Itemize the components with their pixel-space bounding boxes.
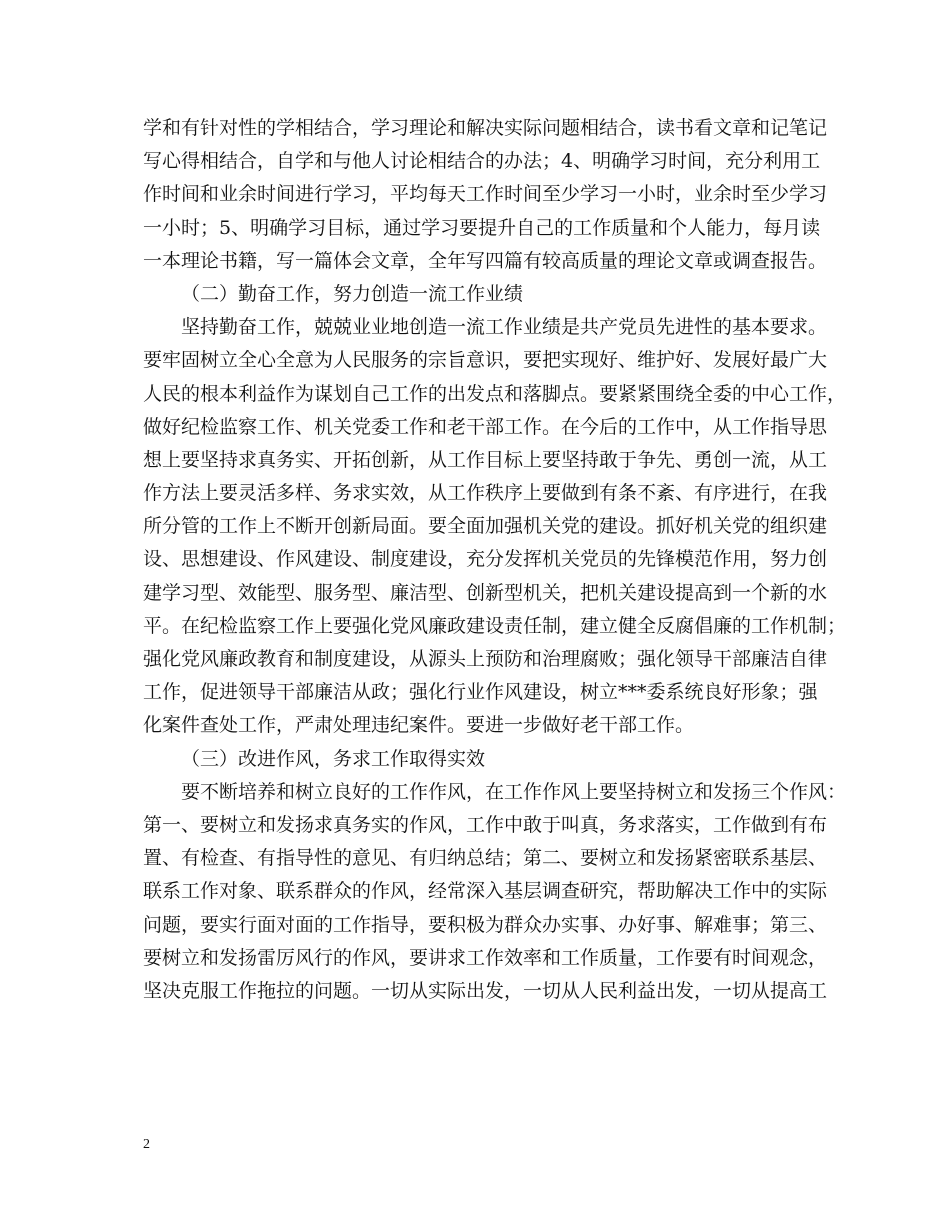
text-line: 平。在纪检监察工作上要强化党风廉政建设责任制，建立健全反腐倡廉的工作机制； bbox=[143, 614, 847, 637]
text-line: 坚持勤奋工作，兢兢业业地创造一流工作业绩是共产党员先进性的基本要求。 bbox=[181, 316, 828, 339]
section-heading-2: （二）勤奋工作，努力创造一流工作业绩 bbox=[181, 282, 524, 305]
body-text bbox=[143, 112, 847, 1008]
text-line: 工作，促进领导干部廉洁从政；强化行业作风建设，树立***委系统良好形象；强 bbox=[143, 681, 818, 704]
text-line: 所分管的工作上不断开创新局面。要全面加强机关党的建设。抓好机关党的组织建 bbox=[143, 515, 828, 538]
text-line: 想上要坚持求真务实、开拓创新，从工作目标上要坚持敢于争先、勇创一流，从工 bbox=[143, 448, 828, 471]
text-line: 强化党风廉政教育和制度建设，从源头上预防和治理腐败；强化领导干部廉洁自律 bbox=[143, 648, 828, 670]
text-line: 化案件查处工作，严肃处理违纪案件。要进一步做好老干部工作。 bbox=[143, 714, 695, 737]
text-line: 问题，要实行面对面的工作指导，要积极为群众办实事、办好事、解难事；第三、 bbox=[143, 913, 828, 936]
text-line: 作时间和业余时间进行学习，平均每天工作时间至少学习一小时，业余时至少学习 bbox=[143, 183, 828, 206]
text-line: 建学习型、效能型、服务型、廉洁型、创新型机关，把机关建设提高到一个新的水 bbox=[143, 581, 828, 604]
text-line: 置、有检查、有指导性的意见、有归纳总结；第二、要树立和发扬紧密联系基层、 bbox=[143, 847, 828, 870]
text-line: 设、思想建设、作风建设、制度建设，充分发挥机关党员的先锋模范作用，努力创 bbox=[143, 548, 828, 571]
text-line: 一本理论书籍，写一篇体会文章，全年写四篇有较高质量的理论文章或调查报告。 bbox=[143, 249, 828, 272]
text-line: 一小时；5、明确学习目标，通过学习要提升自己的工作质量和个人能力，每月读 bbox=[143, 216, 821, 239]
text-line: 作方法上要灵活多样、务求实效，从工作秩序上要做到有条不紊、有序进行，在我 bbox=[143, 482, 828, 505]
text-line: 要不断培养和树立良好的工作作风，在工作作风上要坚持树立和发扬三个作风： bbox=[181, 780, 847, 803]
text-line: 联系工作对象、联系群众的作风，经常深入基层调查研究，帮助解决工作中的实际 bbox=[143, 880, 828, 903]
section-heading-3: （三）改进作风，务求工作取得实效 bbox=[181, 747, 486, 770]
text-line: 学和有针对性的学相结合，学习理论和解决实际问题相结合，读书看文章和记笔记 bbox=[143, 117, 828, 139]
text-line: 要树立和发扬雷厉风行的作风，要讲求工作效率和工作质量，工作要有时间观念， bbox=[143, 946, 828, 969]
text-line: 写心得相结合，自学和与他人讨论相结合的办法；4、明确学习时间，充分利用工 bbox=[143, 150, 821, 173]
text-line: 做好纪检监察工作、机关党委工作和老干部工作。在今后的工作中，从工作指导思 bbox=[143, 415, 828, 438]
text-line: 要牢固树立全心全意为人民服务的宗旨意识，要把实现好、维护好、发展好最广大 bbox=[143, 349, 828, 372]
text-line: 人民的根本利益作为谋划自己工作的出发点和落脚点。要紧紧围绕全委的中心工作， bbox=[143, 382, 847, 405]
page-number: 2 bbox=[143, 1137, 150, 1152]
text-line: 坚决克服工作拖拉的问题。一切从实际出发，一切从人民利益出发，一切从提高工 bbox=[143, 979, 828, 1002]
text-line: 第一、要树立和发扬求真务实的作风，工作中敢于叫真，务求落实，工作做到有布 bbox=[143, 813, 828, 836]
